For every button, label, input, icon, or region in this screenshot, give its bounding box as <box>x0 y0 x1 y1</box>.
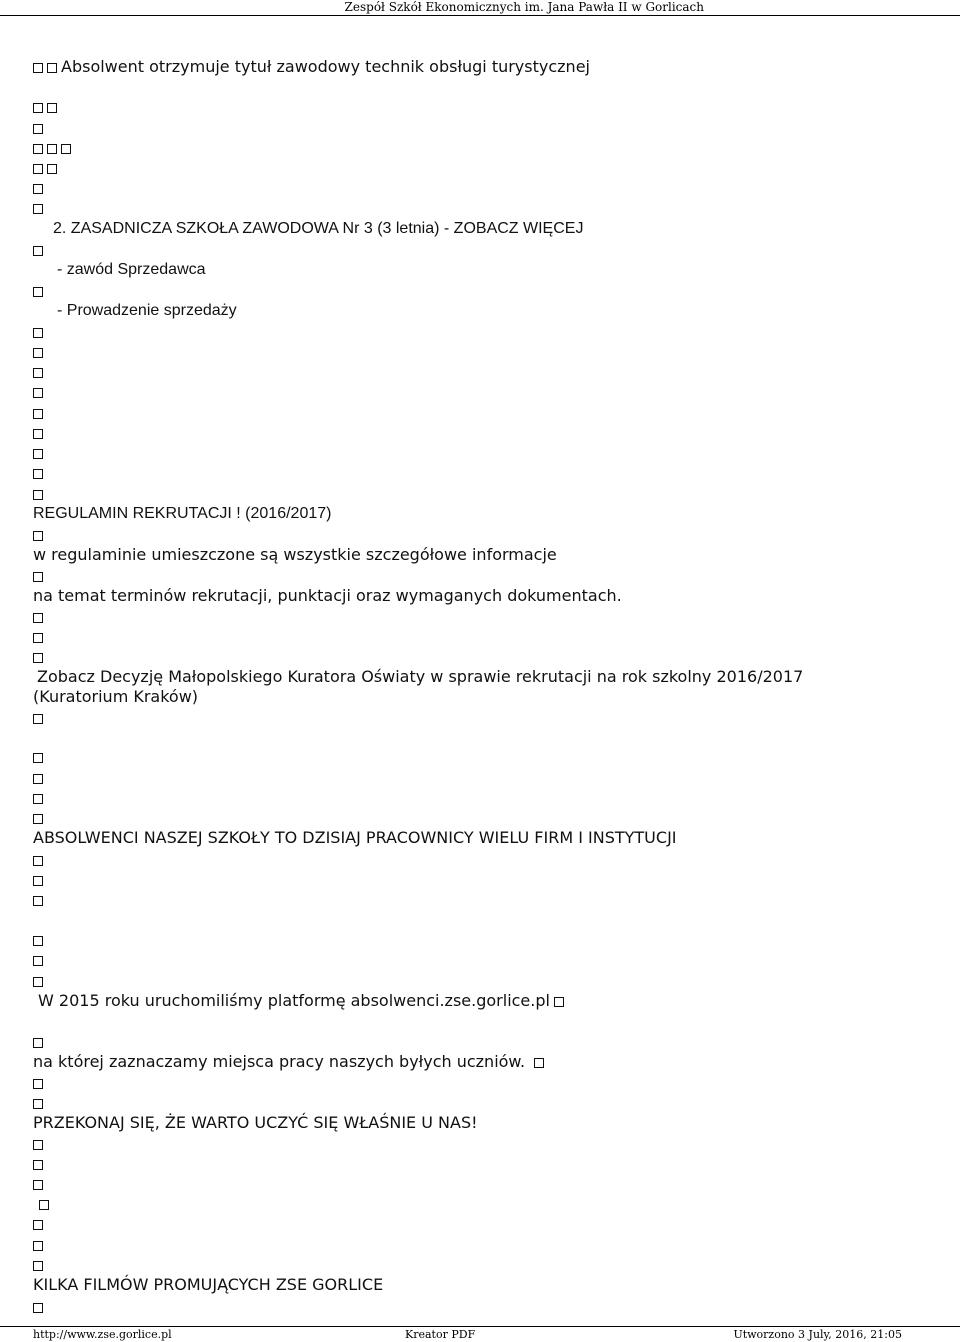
box-row <box>33 566 47 586</box>
box-row <box>33 647 47 667</box>
footer-url-link[interactable]: http://www.zse.gorlice.pl <box>33 1328 172 1341</box>
box-row <box>33 1255 47 1275</box>
checkbox-glyph-icon <box>33 936 43 946</box>
box-row <box>33 342 47 362</box>
checkbox-glyph-icon <box>33 876 43 886</box>
box-row <box>33 97 61 117</box>
decyzja-link-line-2[interactable] <box>33 687 198 707</box>
decyzja-text-2[interactable]: (Kuratorium Kraków) <box>33 687 199 706</box>
box-row <box>33 362 47 382</box>
header-title: Zespół Szkół Ekonomicznych im. Jana Pawła II w Gorlicach <box>344 0 704 14</box>
box-row <box>33 463 47 483</box>
checkbox-glyph-icon <box>33 1140 43 1150</box>
checkbox-glyph-icon <box>33 1220 43 1230</box>
prowadzenie-line <box>33 301 237 321</box>
box-row <box>33 747 47 767</box>
checkbox-glyph-icon <box>33 1261 43 1271</box>
checkbox-glyph-icon <box>61 144 71 154</box>
box-row <box>33 1235 47 1255</box>
prowadzenie-text: - Prowadzenie sprzedaży <box>57 302 237 319</box>
checkbox-glyph-icon <box>33 1079 43 1089</box>
zawod-text: - zawód Sprzedawca <box>57 261 206 278</box>
zasadnicza-text[interactable]: 2. ZASADNICZA SZKOŁA ZAWODOWA Nr 3 (3 letnia) - ZOBACZ WIĘCEJ <box>53 220 584 237</box>
checkbox-glyph-icon <box>33 1180 43 1190</box>
checkbox-glyph-icon <box>33 977 43 987</box>
page-header <box>0 0 960 16</box>
filmy-heading[interactable] <box>33 1275 383 1295</box>
checkbox-glyph-icon <box>33 429 43 439</box>
checkbox-glyph-icon <box>33 469 43 479</box>
box-row <box>33 382 47 402</box>
checkbox-glyph-icon <box>33 1241 43 1251</box>
box-row <box>33 423 47 443</box>
box-row <box>33 525 47 545</box>
box-row <box>39 1194 53 1214</box>
checkbox-glyph-icon <box>33 633 43 643</box>
checkbox-glyph-icon <box>33 63 43 73</box>
checkbox-glyph-icon <box>534 1058 544 1068</box>
box-row <box>33 1093 47 1113</box>
box-row <box>33 1073 47 1093</box>
checkbox-glyph-icon <box>33 368 43 378</box>
checkbox-glyph-icon <box>47 164 57 174</box>
checkbox-glyph-icon <box>33 348 43 358</box>
przekonaj-text: PRZEKONAJ SIĘ, ŻE WARTO UCZYĆ SIĘ WŁAŚNIE U NAS! <box>33 1113 478 1132</box>
box-row <box>33 850 47 870</box>
checkbox-glyph-icon <box>33 714 43 724</box>
box-row <box>33 607 47 627</box>
box-row <box>33 198 47 218</box>
box-row <box>33 118 47 138</box>
box-row <box>33 1134 47 1154</box>
checkbox-glyph-icon <box>33 753 43 763</box>
box-row <box>33 178 47 198</box>
regulamin-heading[interactable] <box>33 504 331 524</box>
box-row <box>33 1032 47 1052</box>
przekonaj-heading <box>33 1113 478 1133</box>
box-row <box>33 808 47 828</box>
footer-generator: Kreator PDF <box>405 1328 476 1341</box>
regulamin-info-line-1 <box>33 545 557 565</box>
regulamin-text[interactable]: REGULAMIN REKRUTACJI ! (2016/2017) <box>33 505 332 522</box>
checkbox-glyph-icon <box>47 144 57 154</box>
box-row <box>33 403 47 423</box>
box-row <box>33 138 75 158</box>
checkbox-glyph-icon <box>33 531 43 541</box>
box-row <box>33 950 47 970</box>
absolwenci-text: ABSOLWENCI NASZEJ SZKOŁY TO DZISIAJ PRACOWNICY WIELU FIRM I INSTYTUCJI <box>33 828 677 847</box>
miejsca-text: na której zaznaczamy miejsca pracy naszych byłych uczniów. <box>33 1052 526 1071</box>
box-row <box>33 158 61 178</box>
checkbox-glyph-icon <box>33 246 43 256</box>
checkbox-glyph-icon <box>33 164 43 174</box>
checkbox-glyph-icon <box>33 204 43 214</box>
zawod-line <box>33 260 206 280</box>
checkbox-glyph-icon <box>33 774 43 784</box>
checkbox-glyph-icon <box>47 63 57 73</box>
box-row <box>33 484 47 504</box>
footer-created-date: Utworzono 3 July, 2016, 21:05 <box>733 1328 902 1341</box>
box-row <box>33 443 47 463</box>
checkbox-glyph-icon <box>33 388 43 398</box>
checkbox-glyph-icon <box>33 490 43 500</box>
checkbox-glyph-icon <box>33 1160 43 1170</box>
page-footer <box>0 1326 960 1342</box>
checkbox-glyph-icon <box>33 184 43 194</box>
checkbox-glyph-icon <box>33 896 43 906</box>
checkbox-glyph-icon <box>33 1038 43 1048</box>
box-row <box>33 870 47 890</box>
absolwenci-heading <box>33 828 677 848</box>
checkbox-glyph-icon <box>33 653 43 663</box>
checkbox-glyph-icon <box>33 956 43 966</box>
checkbox-glyph-icon <box>554 997 564 1007</box>
checkbox-glyph-icon <box>33 124 43 134</box>
box-row <box>33 930 47 950</box>
box-row <box>33 281 47 301</box>
platforma-text[interactable]: W 2015 roku uruchomiliśmy platformę absolwenci.zse.gorlice.pl <box>38 991 550 1010</box>
regulamin-info-text-2: na temat terminów rekrutacji, punktacji oraz wymaganych dokumentach. <box>33 586 622 605</box>
decyzja-link-line-1[interactable] <box>33 667 803 687</box>
box-row <box>33 708 47 728</box>
checkbox-glyph-icon <box>33 814 43 824</box>
box-row <box>33 627 47 647</box>
filmy-text[interactable]: KILKA FILMÓW PROMUJĄCYCH ZSE GORLICE <box>33 1275 384 1294</box>
checkbox-glyph-icon <box>33 287 43 297</box>
miejsca-line <box>33 1052 544 1072</box>
box-row <box>33 240 47 260</box>
box-row <box>33 788 47 808</box>
checkbox-glyph-icon <box>33 856 43 866</box>
box-row <box>33 322 47 342</box>
box-row <box>33 768 47 788</box>
absolwent-text: Absolwent otrzymuje tytuł zawodowy technik obsługi turystycznej <box>61 57 590 76</box>
checkbox-glyph-icon <box>47 103 57 113</box>
checkbox-glyph-icon <box>33 613 43 623</box>
box-row <box>33 1297 47 1317</box>
box-row <box>33 971 47 991</box>
regulamin-info-text-1: w regulaminie umieszczone są wszystkie szczegółowe informacje <box>33 545 557 564</box>
box-row <box>33 1154 47 1174</box>
checkbox-glyph-icon <box>33 103 43 113</box>
platforma-line[interactable] <box>33 991 564 1011</box>
checkbox-glyph-icon <box>33 328 43 338</box>
checkbox-glyph-icon <box>33 794 43 804</box>
decyzja-text-1[interactable]: Zobacz Decyzję Małopolskiego Kuratora Oświaty w sprawie rekrutacji na rok szkolny 2016/2017 <box>37 667 804 686</box>
checkbox-glyph-icon <box>39 1200 49 1210</box>
checkbox-glyph-icon <box>33 572 43 582</box>
absolwent-line <box>33 57 590 77</box>
regulamin-info-line-2 <box>33 586 622 606</box>
checkbox-glyph-icon <box>33 409 43 419</box>
checkbox-glyph-icon <box>33 1099 43 1109</box>
checkbox-glyph-icon <box>33 1303 43 1313</box>
zasadnicza-link[interactable] <box>33 219 583 239</box>
box-row <box>33 890 47 910</box>
box-row <box>33 1214 47 1234</box>
checkbox-glyph-icon <box>33 144 43 154</box>
box-row <box>33 1174 47 1194</box>
checkbox-glyph-icon <box>33 449 43 459</box>
